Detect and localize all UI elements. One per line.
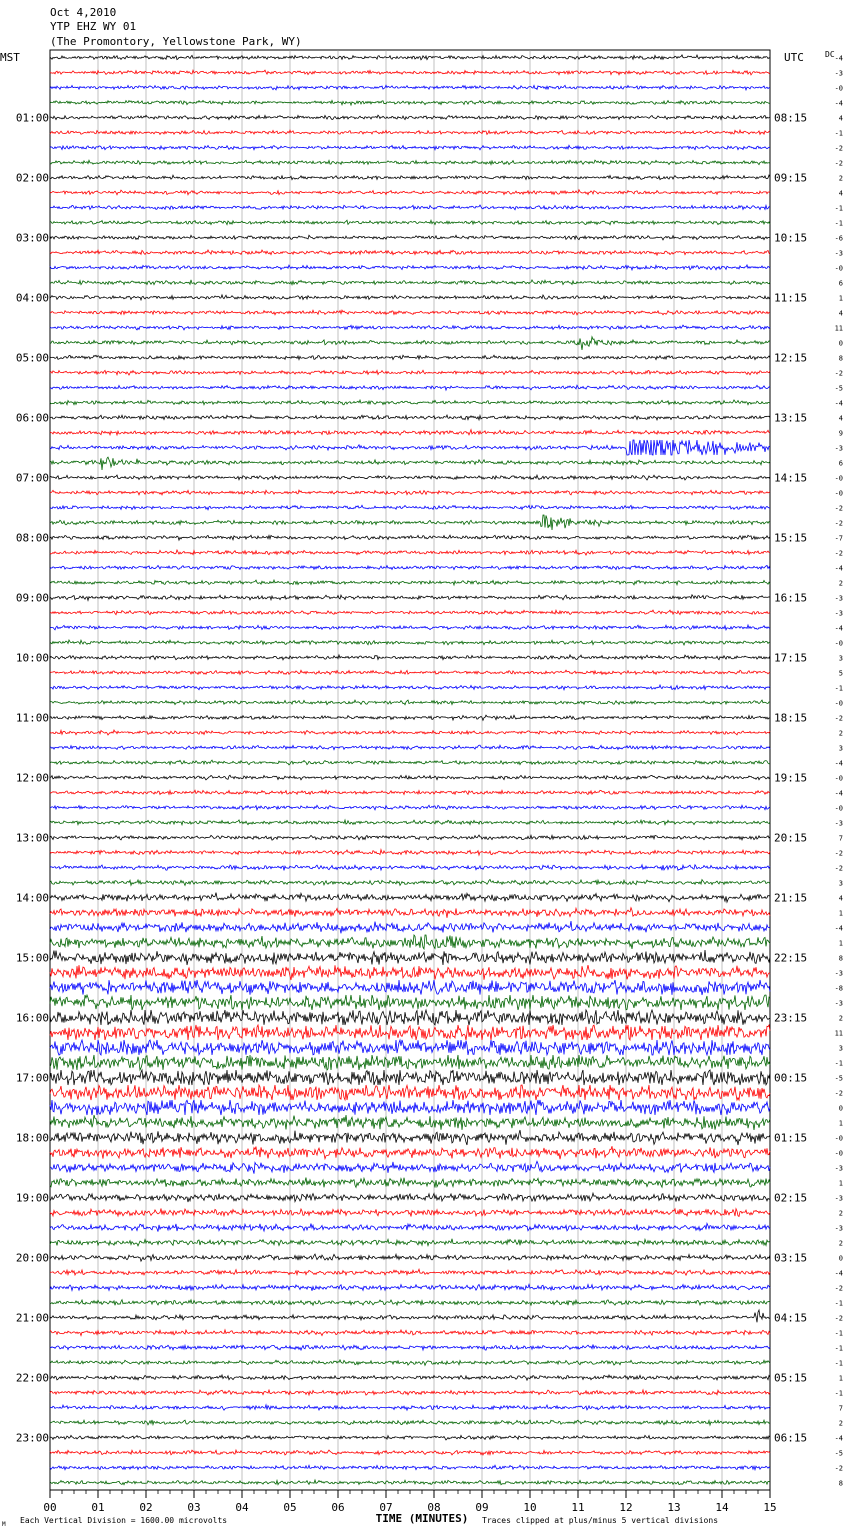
dc-offset-value: 5	[838, 669, 843, 678]
trace-row	[50, 355, 770, 360]
trace-row	[50, 130, 770, 134]
dc-offset-value: 4	[838, 414, 843, 423]
trace-row	[50, 1284, 770, 1290]
left-hour-labels	[16, 112, 49, 1445]
dc-offset-value: -0	[834, 1149, 843, 1158]
right-hour-label: 14:15	[774, 471, 808, 485]
trace-row	[50, 1193, 770, 1202]
left-hour-label: 05:00	[15, 351, 49, 365]
dc-offset-value: 1	[838, 1374, 843, 1383]
dc-offset-value: 3	[838, 654, 843, 663]
dc-offset-value: -2	[834, 504, 843, 513]
trace-row	[50, 610, 770, 615]
trace-row	[50, 1375, 770, 1380]
dc-offset-value: -0	[834, 774, 843, 783]
trace-row	[50, 1070, 770, 1085]
right-hour-labels	[774, 112, 807, 1445]
trace-row	[50, 505, 770, 509]
trace-row	[50, 325, 770, 330]
dc-offset-value: 1	[838, 1119, 843, 1128]
right-hour-label: 17:15	[774, 651, 808, 665]
trace-row	[50, 1010, 770, 1025]
trace-row	[50, 1100, 770, 1115]
right-hour-label: 02:15	[774, 1191, 808, 1205]
x-tick-label: 13	[667, 1501, 681, 1514]
trace-row	[50, 400, 770, 405]
trace-row	[50, 775, 770, 780]
left-hour-label: 06:00	[15, 411, 49, 425]
footer-left-mark: M	[2, 1521, 6, 1528]
x-tick-label: 07	[379, 1501, 393, 1514]
trace-row	[50, 1330, 770, 1336]
right-hour-label: 18:15	[774, 711, 808, 725]
trace-row	[50, 1130, 770, 1145]
dc-offset-value: 2	[838, 729, 843, 738]
trace-row	[50, 685, 770, 690]
header-location: (The Promontory, Yellowstone Park, WY)	[50, 35, 302, 48]
trace-row	[50, 475, 770, 480]
dc-offset-value: -4	[834, 54, 843, 63]
dc-offset-value: -1	[834, 1359, 843, 1368]
trace-row	[50, 1480, 770, 1485]
left-hour-label: 07:00	[15, 471, 49, 485]
trace-row	[50, 595, 770, 601]
x-axis-label: TIME (MINUTES)	[375, 1512, 469, 1525]
dc-offset-value: -1	[834, 1344, 843, 1353]
x-tick-label: 00	[43, 1501, 57, 1514]
dc-offset-value: 8	[838, 354, 843, 363]
dc-offset-value: -4	[834, 1269, 843, 1278]
right-hour-label: 00:15	[774, 1071, 808, 1085]
dc-offset-value: 0	[838, 339, 843, 348]
trace-row	[50, 640, 770, 645]
dc-offset-value: -1	[834, 684, 843, 693]
trace-row	[50, 535, 770, 540]
left-hour-label: 16:00	[15, 1011, 49, 1025]
trace-row	[50, 280, 770, 285]
dc-offset-value: -2	[834, 849, 843, 858]
right-hour-label: 06:15	[774, 1431, 808, 1445]
dc-offset-value: -2	[834, 1089, 843, 1098]
trace-row	[50, 385, 770, 390]
right-hour-label: 08:15	[774, 111, 808, 125]
left-hour-label: 01:00	[15, 111, 49, 125]
trace-row	[50, 655, 770, 660]
right-hour-label: 01:15	[774, 1131, 808, 1145]
dc-offset-value: 4	[838, 894, 843, 903]
x-tick-label: 04	[235, 1501, 249, 1514]
left-hour-label: 17:00	[15, 1071, 49, 1085]
dc-offset-value: 6	[838, 459, 843, 468]
left-hour-label: 18:00	[15, 1131, 49, 1145]
dc-offset-value: -3	[834, 969, 843, 978]
dc-offset-value: -4	[834, 564, 843, 573]
x-tick-label: 11	[571, 1501, 585, 1514]
dc-offset-value: -1	[834, 129, 843, 138]
dc-offset-value: -2	[834, 864, 843, 873]
dc-offset-value: -1	[834, 1299, 843, 1308]
x-tick-label: 01	[91, 1501, 105, 1514]
dc-offset-value: 0	[838, 1104, 843, 1113]
trace-row	[50, 1146, 770, 1159]
left-hour-label: 12:00	[15, 771, 49, 785]
trace-row	[50, 220, 770, 224]
trace-row	[50, 790, 770, 794]
right-hour-label: 21:15	[774, 891, 808, 905]
dc-offset-value: -3	[834, 594, 843, 603]
trace-row	[50, 965, 770, 980]
dc-offset-value: 11	[834, 1029, 843, 1038]
trace-row	[50, 250, 770, 255]
left-hour-label: 20:00	[15, 1251, 49, 1265]
trace-row	[50, 980, 770, 995]
dc-offset-value: 2	[838, 579, 843, 588]
x-axis	[43, 1490, 776, 1514]
trace-row	[50, 295, 770, 300]
footer-scale-note: Each Vertical Division = 1600.00 microvolts	[20, 1516, 228, 1525]
dc-offset-value: -1	[834, 1059, 843, 1068]
left-hour-label: 11:00	[15, 711, 49, 725]
trace-row	[50, 205, 770, 210]
trace-row	[50, 440, 770, 455]
right-hour-label: 20:15	[774, 831, 808, 845]
trace-row	[50, 1360, 770, 1365]
trace-row	[50, 625, 770, 630]
dc-offset-value: 1	[838, 294, 843, 303]
trace-row	[50, 430, 770, 435]
dc-offset-value: 4	[838, 189, 843, 198]
right-hour-label: 05:15	[774, 1371, 808, 1385]
dc-offset-value: -4	[834, 99, 843, 108]
trace-row	[50, 1115, 770, 1130]
right-hour-label: 15:15	[774, 531, 808, 545]
dc-offset-value: 1	[838, 909, 843, 918]
dc-offset-value: -5	[834, 384, 843, 393]
trace-row	[50, 995, 770, 1010]
trace-row	[50, 1085, 770, 1100]
trace-row	[50, 865, 770, 871]
dc-offset-value: -0	[834, 639, 843, 648]
dc-offset-value: -3	[834, 999, 843, 1008]
trace-row	[50, 565, 770, 569]
dc-offset-value: -1	[834, 1329, 843, 1338]
dc-offset-value: -0	[834, 804, 843, 813]
trace-row	[50, 1405, 770, 1410]
dc-offset-value: -8	[834, 984, 843, 993]
dc-offset-value: -1	[834, 219, 843, 228]
right-hour-label: 13:15	[774, 411, 808, 425]
left-hour-label: 10:00	[15, 651, 49, 665]
left-hour-label: 15:00	[15, 951, 49, 965]
trace-row	[50, 1345, 770, 1351]
x-tick-label: 09	[475, 1501, 489, 1514]
dc-offset-value: -0	[834, 489, 843, 498]
dc-offset-value: -2	[834, 519, 843, 528]
dc-offset-value: 2	[838, 1419, 843, 1428]
left-hour-label: 13:00	[15, 831, 49, 845]
right-hour-label: 12:15	[774, 351, 808, 365]
x-tick-label: 10	[523, 1501, 537, 1514]
dc-offset-labels	[835, 55, 843, 1488]
left-hour-label: 04:00	[15, 291, 49, 305]
trace-row	[50, 55, 770, 60]
trace-row	[50, 950, 770, 965]
dc-offset-value: -2	[834, 1314, 843, 1323]
dc-offset-value: -3	[834, 69, 843, 78]
trace-row	[50, 879, 770, 885]
dc-offset-value: 4	[838, 114, 843, 123]
dc-offset-value: -2	[834, 714, 843, 723]
dc-offset-value: -0	[834, 474, 843, 483]
x-tick-label: 14	[715, 1501, 729, 1514]
trace-row	[50, 490, 770, 495]
dc-offset-value: -2	[834, 159, 843, 168]
x-tick-label: 08	[427, 1501, 441, 1514]
trace-row	[50, 337, 770, 350]
left-hour-label: 21:00	[15, 1311, 49, 1325]
dc-offset-value: 4	[838, 309, 843, 318]
left-hour-label: 08:00	[15, 531, 49, 545]
dc-offset-value: 2	[838, 174, 843, 183]
dc-label: DC	[825, 50, 835, 59]
left-timezone-label: MST	[0, 51, 20, 64]
left-hour-label: 23:00	[15, 1431, 49, 1445]
trace-row	[50, 85, 770, 90]
dc-offset-value: -3	[834, 1194, 843, 1203]
dc-offset-value: -1	[834, 204, 843, 213]
trace-row	[50, 730, 770, 735]
trace-row	[50, 1420, 770, 1425]
right-hour-label: 23:15	[774, 1011, 808, 1025]
trace-row	[50, 893, 770, 902]
dc-offset-value: -3	[834, 249, 843, 258]
dc-offset-value: -5	[834, 1074, 843, 1083]
trace-row	[50, 175, 770, 180]
dc-offset-value: 7	[838, 834, 843, 843]
trace-row	[50, 1239, 770, 1246]
seismic-traces	[50, 55, 770, 1485]
dc-offset-value: 1	[838, 1179, 843, 1188]
trace-row	[50, 1254, 770, 1261]
dc-offset-value: -3	[834, 1224, 843, 1233]
right-timezone-label: UTC	[784, 51, 804, 64]
dc-offset-value: 3	[838, 1044, 843, 1053]
dc-offset-value: -6	[834, 234, 843, 243]
x-tick-label: 03	[187, 1501, 201, 1514]
dc-offset-value: 1	[838, 939, 843, 948]
dc-offset-value: -3	[834, 609, 843, 618]
dc-offset-value: 2	[838, 1014, 843, 1023]
trace-row	[50, 1178, 770, 1188]
dc-offset-value: -2	[834, 549, 843, 558]
trace-row	[50, 100, 770, 105]
trace-row	[50, 715, 770, 720]
dc-offset-value: 8	[838, 954, 843, 963]
dc-offset-value: 6	[838, 279, 843, 288]
trace-row	[50, 370, 770, 375]
trace-row	[50, 1450, 770, 1455]
dc-offset-value: -0	[834, 1134, 843, 1143]
trace-row	[50, 415, 770, 420]
trace-row	[50, 580, 770, 585]
dc-offset-value: -3	[834, 819, 843, 828]
trace-row	[50, 760, 770, 765]
dc-offset-value: -4	[834, 759, 843, 768]
left-hour-label: 03:00	[15, 231, 49, 245]
trace-row	[50, 805, 770, 810]
trace-row	[50, 1208, 770, 1216]
x-tick-label: 02	[139, 1501, 153, 1514]
dc-offset-value: 9	[838, 429, 843, 438]
dc-offset-value: -0	[834, 264, 843, 273]
dc-offset-value: -1	[834, 1389, 843, 1398]
dc-offset-value: -2	[834, 1284, 843, 1293]
x-tick-label: 15	[763, 1501, 777, 1514]
trace-row	[50, 700, 770, 705]
dc-offset-value: -4	[834, 924, 843, 933]
header-station: YTP EHZ WY 01	[50, 20, 137, 33]
right-hour-label: 19:15	[774, 771, 808, 785]
dc-offset-value: 3	[838, 879, 843, 888]
right-hour-label: 04:15	[774, 1311, 808, 1325]
trace-row	[50, 265, 770, 270]
trace-row	[50, 908, 770, 918]
dc-offset-value: -7	[834, 534, 843, 543]
right-hour-label: 22:15	[774, 951, 808, 965]
dc-offset-value: -4	[834, 624, 843, 633]
left-hour-label: 22:00	[15, 1371, 49, 1385]
trace-row	[50, 550, 770, 555]
right-hour-label: 10:15	[774, 231, 808, 245]
dc-offset-value: 7	[838, 1404, 843, 1413]
dc-offset-value: -2	[834, 144, 843, 153]
left-hour-label: 09:00	[15, 591, 49, 605]
dc-offset-value: 8	[838, 1479, 843, 1488]
dc-offset-value: 0	[838, 1254, 843, 1263]
trace-row	[50, 1435, 770, 1440]
trace-row	[50, 1310, 770, 1322]
trace-row	[50, 745, 770, 749]
trace-row	[50, 1025, 770, 1040]
trace-row	[50, 1465, 770, 1469]
dc-offset-value: -3	[834, 444, 843, 453]
trace-row	[50, 115, 770, 119]
dc-offset-value: -5	[834, 1449, 843, 1458]
x-tick-label: 06	[331, 1501, 345, 1514]
right-hour-label: 09:15	[774, 171, 808, 185]
trace-row	[50, 235, 770, 240]
trace-row	[50, 820, 770, 825]
trace-row	[50, 1161, 770, 1173]
left-hour-label: 02:00	[15, 171, 49, 185]
dc-offset-value: 3	[838, 744, 843, 753]
trace-row	[50, 1223, 770, 1231]
trace-row	[50, 1040, 770, 1055]
footer-clip-note: Traces clipped at plus/minus 5 vertical divisions	[482, 1516, 719, 1525]
dc-offset-value: -2	[834, 1464, 843, 1473]
trace-row	[50, 1269, 770, 1275]
trace-row	[50, 160, 770, 165]
trace-row	[50, 1300, 770, 1306]
trace-row	[50, 670, 770, 674]
trace-row	[50, 1390, 770, 1395]
right-hour-label: 11:15	[774, 291, 808, 305]
trace-row	[50, 310, 770, 315]
dc-offset-value: 11	[834, 324, 843, 333]
trace-row	[50, 850, 770, 856]
dc-offset-value: 2	[838, 1209, 843, 1218]
right-hour-label: 16:15	[774, 591, 808, 605]
dc-offset-value: -4	[834, 1434, 843, 1443]
trace-row	[50, 145, 770, 149]
trace-row	[50, 935, 770, 949]
trace-row	[50, 457, 770, 470]
trace-row	[50, 190, 770, 195]
right-hour-label: 03:15	[774, 1251, 808, 1265]
x-tick-label: 05	[283, 1501, 297, 1514]
dc-offset-value: -2	[834, 369, 843, 378]
x-tick-label: 12	[619, 1501, 633, 1514]
trace-row	[50, 1055, 770, 1070]
left-hour-label: 14:00	[15, 891, 49, 905]
trace-row	[50, 835, 770, 840]
trace-row	[50, 921, 770, 933]
trace-row	[50, 70, 770, 75]
header-date: Oct 4,2010	[50, 6, 117, 19]
dc-offset-value: -0	[834, 699, 843, 708]
left-hour-label: 19:00	[15, 1191, 49, 1205]
dc-offset-value: 2	[838, 1239, 843, 1248]
dc-offset-value: -4	[834, 399, 843, 408]
trace-row	[50, 515, 770, 530]
dc-offset-value: -3	[834, 1164, 843, 1173]
dc-offset-value: -0	[834, 84, 843, 93]
dc-offset-value: -4	[834, 789, 843, 798]
